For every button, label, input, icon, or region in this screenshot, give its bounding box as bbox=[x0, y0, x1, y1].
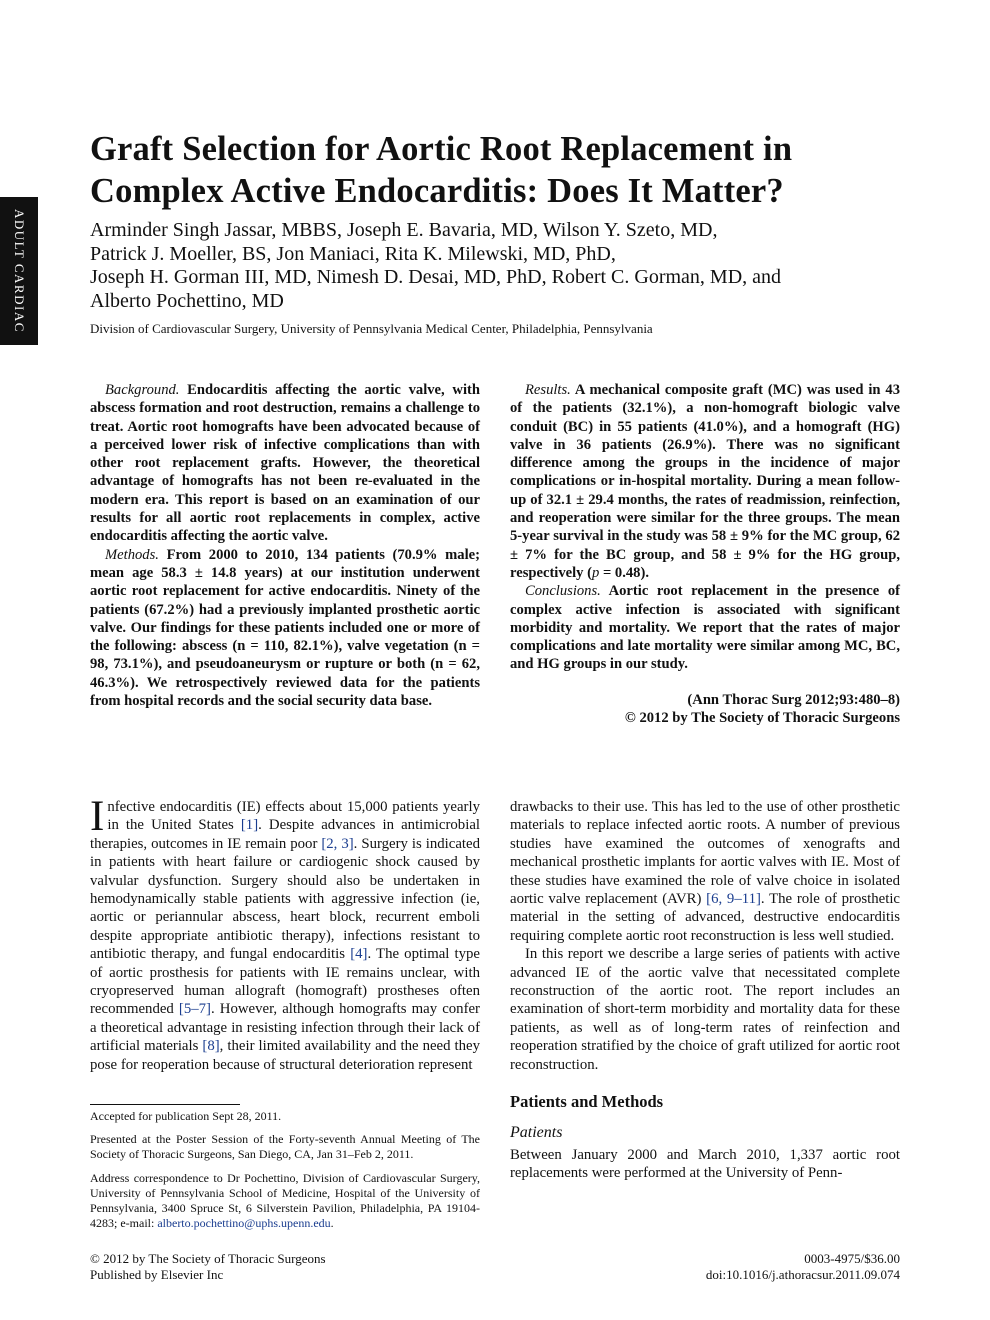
body-left-column bbox=[90, 793, 480, 1074]
footer-copyright: © 2012 by The Society of Thoracic Surgeons bbox=[90, 1251, 326, 1266]
abstract-left-column bbox=[90, 381, 480, 710]
results-tail-open: ( bbox=[587, 564, 593, 581]
abstract-copyright: © 2012 by The Society of Thoracic Surgeons bbox=[624, 710, 900, 727]
footer-right bbox=[706, 1251, 900, 1283]
intro-text-b: . Despite advances in antimicrobial therapies, outcomes in IE remain poor bbox=[90, 817, 480, 852]
intro-paragraph-1-continued bbox=[510, 798, 900, 945]
patients-paragraph: Between January 2000 and March 2010, 1,337 aortic root replacements were performed at the University of Penn- bbox=[510, 1146, 900, 1182]
intro-text-e: . However, although homografts may confer a theoretical advantage in resisting infection through their lack of artificial materials bbox=[90, 1001, 480, 1055]
footer-doi: doi:10.1016/j.athoracsur.2011.09.074 bbox=[705, 1267, 900, 1282]
affiliation: Division of Cardiovascular Surgery, University of Pennsylvania Medical Center, Philadelphia, Pennsylvania bbox=[90, 321, 653, 336]
intro-paragraph-1 bbox=[90, 793, 480, 1074]
reference-link-4[interactable]: [4] bbox=[350, 946, 368, 963]
abstract-background bbox=[90, 381, 480, 546]
author-line-3: Joseph H. Gorman III, MD, Nimesh D. Desai, MD, PhD, Robert C. Gorman, MD, and bbox=[90, 266, 782, 288]
email-link[interactable]: alberto.pochettino@uphs.upenn.edu bbox=[157, 1216, 331, 1231]
reference-link-5-7[interactable]: [5–7] bbox=[178, 1001, 211, 1018]
author-line-2: Patrick J. Moeller, BS, Jon Maniaci, Rita K. Milewski, MD, PhD, bbox=[90, 242, 616, 265]
section-heading-patients-methods: Patients and Methods bbox=[510, 1092, 664, 1112]
conclusions-text: Aortic root replacement in the presence of complex active infection is associated with significant morbidity and mortality. We report that the rates of major complications and late mortality were similar among MC, BC, and HG groups in our study. bbox=[510, 583, 900, 673]
address-end: . bbox=[330, 1216, 334, 1231]
footnote-address bbox=[90, 1171, 480, 1232]
intro-text-g: . The role of prosthetic material in the setting of advanced, destructive endocarditis requiring complete aortic root reconstruction is less well studied. bbox=[510, 891, 900, 944]
intro-text-c: . Surgery is indicated in patients with heart failure or cardiogenic shock caused by valvular dysfunction. Surgery should also be undertaken in hemodynamically stable patients with aggressive infection (ie, aortic or periannular abscess, heart block, recurrent emboli despite appropriate antibiotic therapy), infections resistant to antibiotic therapy, and fungal endocarditis bbox=[90, 835, 480, 963]
intro-text-f: , their limited availability and the need they pose for reoperation because of structural deterioration represent bbox=[90, 1038, 480, 1073]
abstract-methods bbox=[90, 546, 480, 711]
results-tail-close: = 0.48). bbox=[599, 564, 649, 581]
address-text: Address correspondence to Dr Pochettino, Division of Cardiovascular Surgery, University of Pennsylvania School of Medicine, Hospital of the University of Pennsylvania, 3400 Spruce St, 6 Silverstein Pavilion, Philadelphia, PA 19104-4283; e-mail: bbox=[90, 1170, 480, 1231]
abstract-right-column bbox=[510, 381, 900, 727]
title-line-1: Graft Selection for Aortic Root Replacement in bbox=[90, 130, 793, 168]
author-list bbox=[90, 219, 950, 313]
reference-link-1[interactable]: [1] bbox=[240, 817, 259, 834]
footnotes bbox=[90, 1104, 480, 1239]
body-right-column bbox=[510, 798, 900, 1183]
background-text: Endocarditis affecting the aortic valve, with abscess formation and root destruction, remains a challenge to treat. Aortic root homografts have been advocated because of a perceived lower risk of infective complications than with other root replacement grafts. However, the theoretical advantage of homografts has not been re-evaluated in the modern era. This report is based on an examination of our results for all aortic root replacements in complex, active endocarditis affecting the aortic valve. bbox=[90, 382, 480, 545]
footnote-rule bbox=[90, 1104, 240, 1105]
abstract-results bbox=[510, 381, 900, 582]
reference-link-2-3[interactable]: [2, 3] bbox=[321, 835, 354, 852]
footer-left bbox=[90, 1251, 326, 1283]
intro-text-d: . The optimal type of aortic prosthesis for patients with IE remains unclear, with cryopreserved human allograft (homograft) prostheses often recommended bbox=[90, 946, 480, 1018]
reference-link-8[interactable]: [8] bbox=[202, 1038, 220, 1055]
author-line-1: Arminder Singh Jassar, MBBS, Joseph E. Bavaria, MD, Wilson Y. Szeto, MD, bbox=[90, 219, 718, 241]
results-label: Results. bbox=[525, 382, 571, 398]
title-line-2: Complex Active Endocarditis: Does It Matter? bbox=[90, 172, 784, 210]
abstract-conclusions bbox=[510, 582, 900, 673]
author-line-4: Alberto Pochettino, MD bbox=[90, 289, 284, 312]
intro-text-f-continued: drawbacks to their use. This has led to the use of other prosthetic materials to replace infected aortic roots. A number of previous studies have examined the outcomes of xenografts and mechanical prosthetic implants for aortic valves with IE. Most of these studies have examined the role of valve choice in isolated aortic valve replacement (AVR) bbox=[510, 799, 900, 908]
article-title bbox=[90, 128, 950, 212]
drop-cap: I bbox=[90, 793, 105, 840]
journal-citation: (Ann Thorac Surg 2012;93:480–8) bbox=[687, 691, 900, 708]
methods-text: From 2000 to 2010, 134 patients (70.9% male; mean age 58.3 ± 14.8 years) at our institution underwent aortic root replacement for active endocarditis. Ninety of the patients (67.2%) had a previously implanted prosthetic aortic valve. Our findings for these patients included one or more of the following: abscess (n = 110, 82.1%), valve vegetation (n = 98, 73.1%), and pseudoaneurysm or rupture or both (n = 62, 46.3%). We retrospectively reviewed data for the patients from hospital records and the social security data base. bbox=[90, 546, 480, 710]
footnote-accepted: Accepted for publication Sept 28, 2011. bbox=[90, 1109, 282, 1123]
section-side-tab bbox=[0, 197, 38, 345]
conclusions-label: Conclusions. bbox=[525, 583, 601, 600]
methods-label: Methods. bbox=[105, 546, 159, 563]
reference-link-6-9-11[interactable]: [6, 9–11] bbox=[706, 891, 761, 908]
side-tab-label: ADULT CARDIAC bbox=[12, 209, 27, 333]
background-label: Background. bbox=[105, 382, 180, 398]
subsection-heading-patients: Patients bbox=[510, 1123, 563, 1141]
results-tail-p: p bbox=[592, 564, 600, 581]
intro-paragraph-2: In this report we describe a large series of patients with active advanced IE of the aortic valve that necessitated complete reconstruction of the aortic root. The report includes an examination of short-term morbidity and mortality data for these patients, as well as of long-term rates of reinfection and reoperation stratified by the choice of graft utilized for aortic root reconstruction. bbox=[510, 946, 900, 1073]
results-text: A mechanical composite graft (MC) was used in 43 of the patients (32.1%), a non-homograft biologic valve conduit (BC) in 55 patients (41.0%), and a homograft (HG) valve in 36 patients (26.9%). There was no significant difference among the groups in the incidence of major complications or in-hospital mortality. During a mean follow-up of 32.1 ± 29.4 months, the rates of readmission, reinfection, and reoperation were similar for the three groups. The mean 5-year survival in the study was 58 ± 9% for the MC group, 62 ± 7% for the BC group, and 58 ± 9% for the HG group, respectively bbox=[510, 382, 901, 581]
intro-text-a: nfective endocarditis (IE) effects about 15,000 patients yearly in the United States bbox=[107, 799, 480, 834]
footer-publisher: Published by Elsevier Inc bbox=[90, 1267, 224, 1282]
citation-block bbox=[510, 691, 900, 728]
footer-issn: 0003-4975/$36.00 bbox=[804, 1251, 900, 1266]
footnote-presented: Presented at the Poster Session of the Forty-seventh Annual Meeting of The Society of Thoracic Surgeons, San Diego, CA, Jan 31–Feb 2, 2011. bbox=[90, 1132, 480, 1162]
